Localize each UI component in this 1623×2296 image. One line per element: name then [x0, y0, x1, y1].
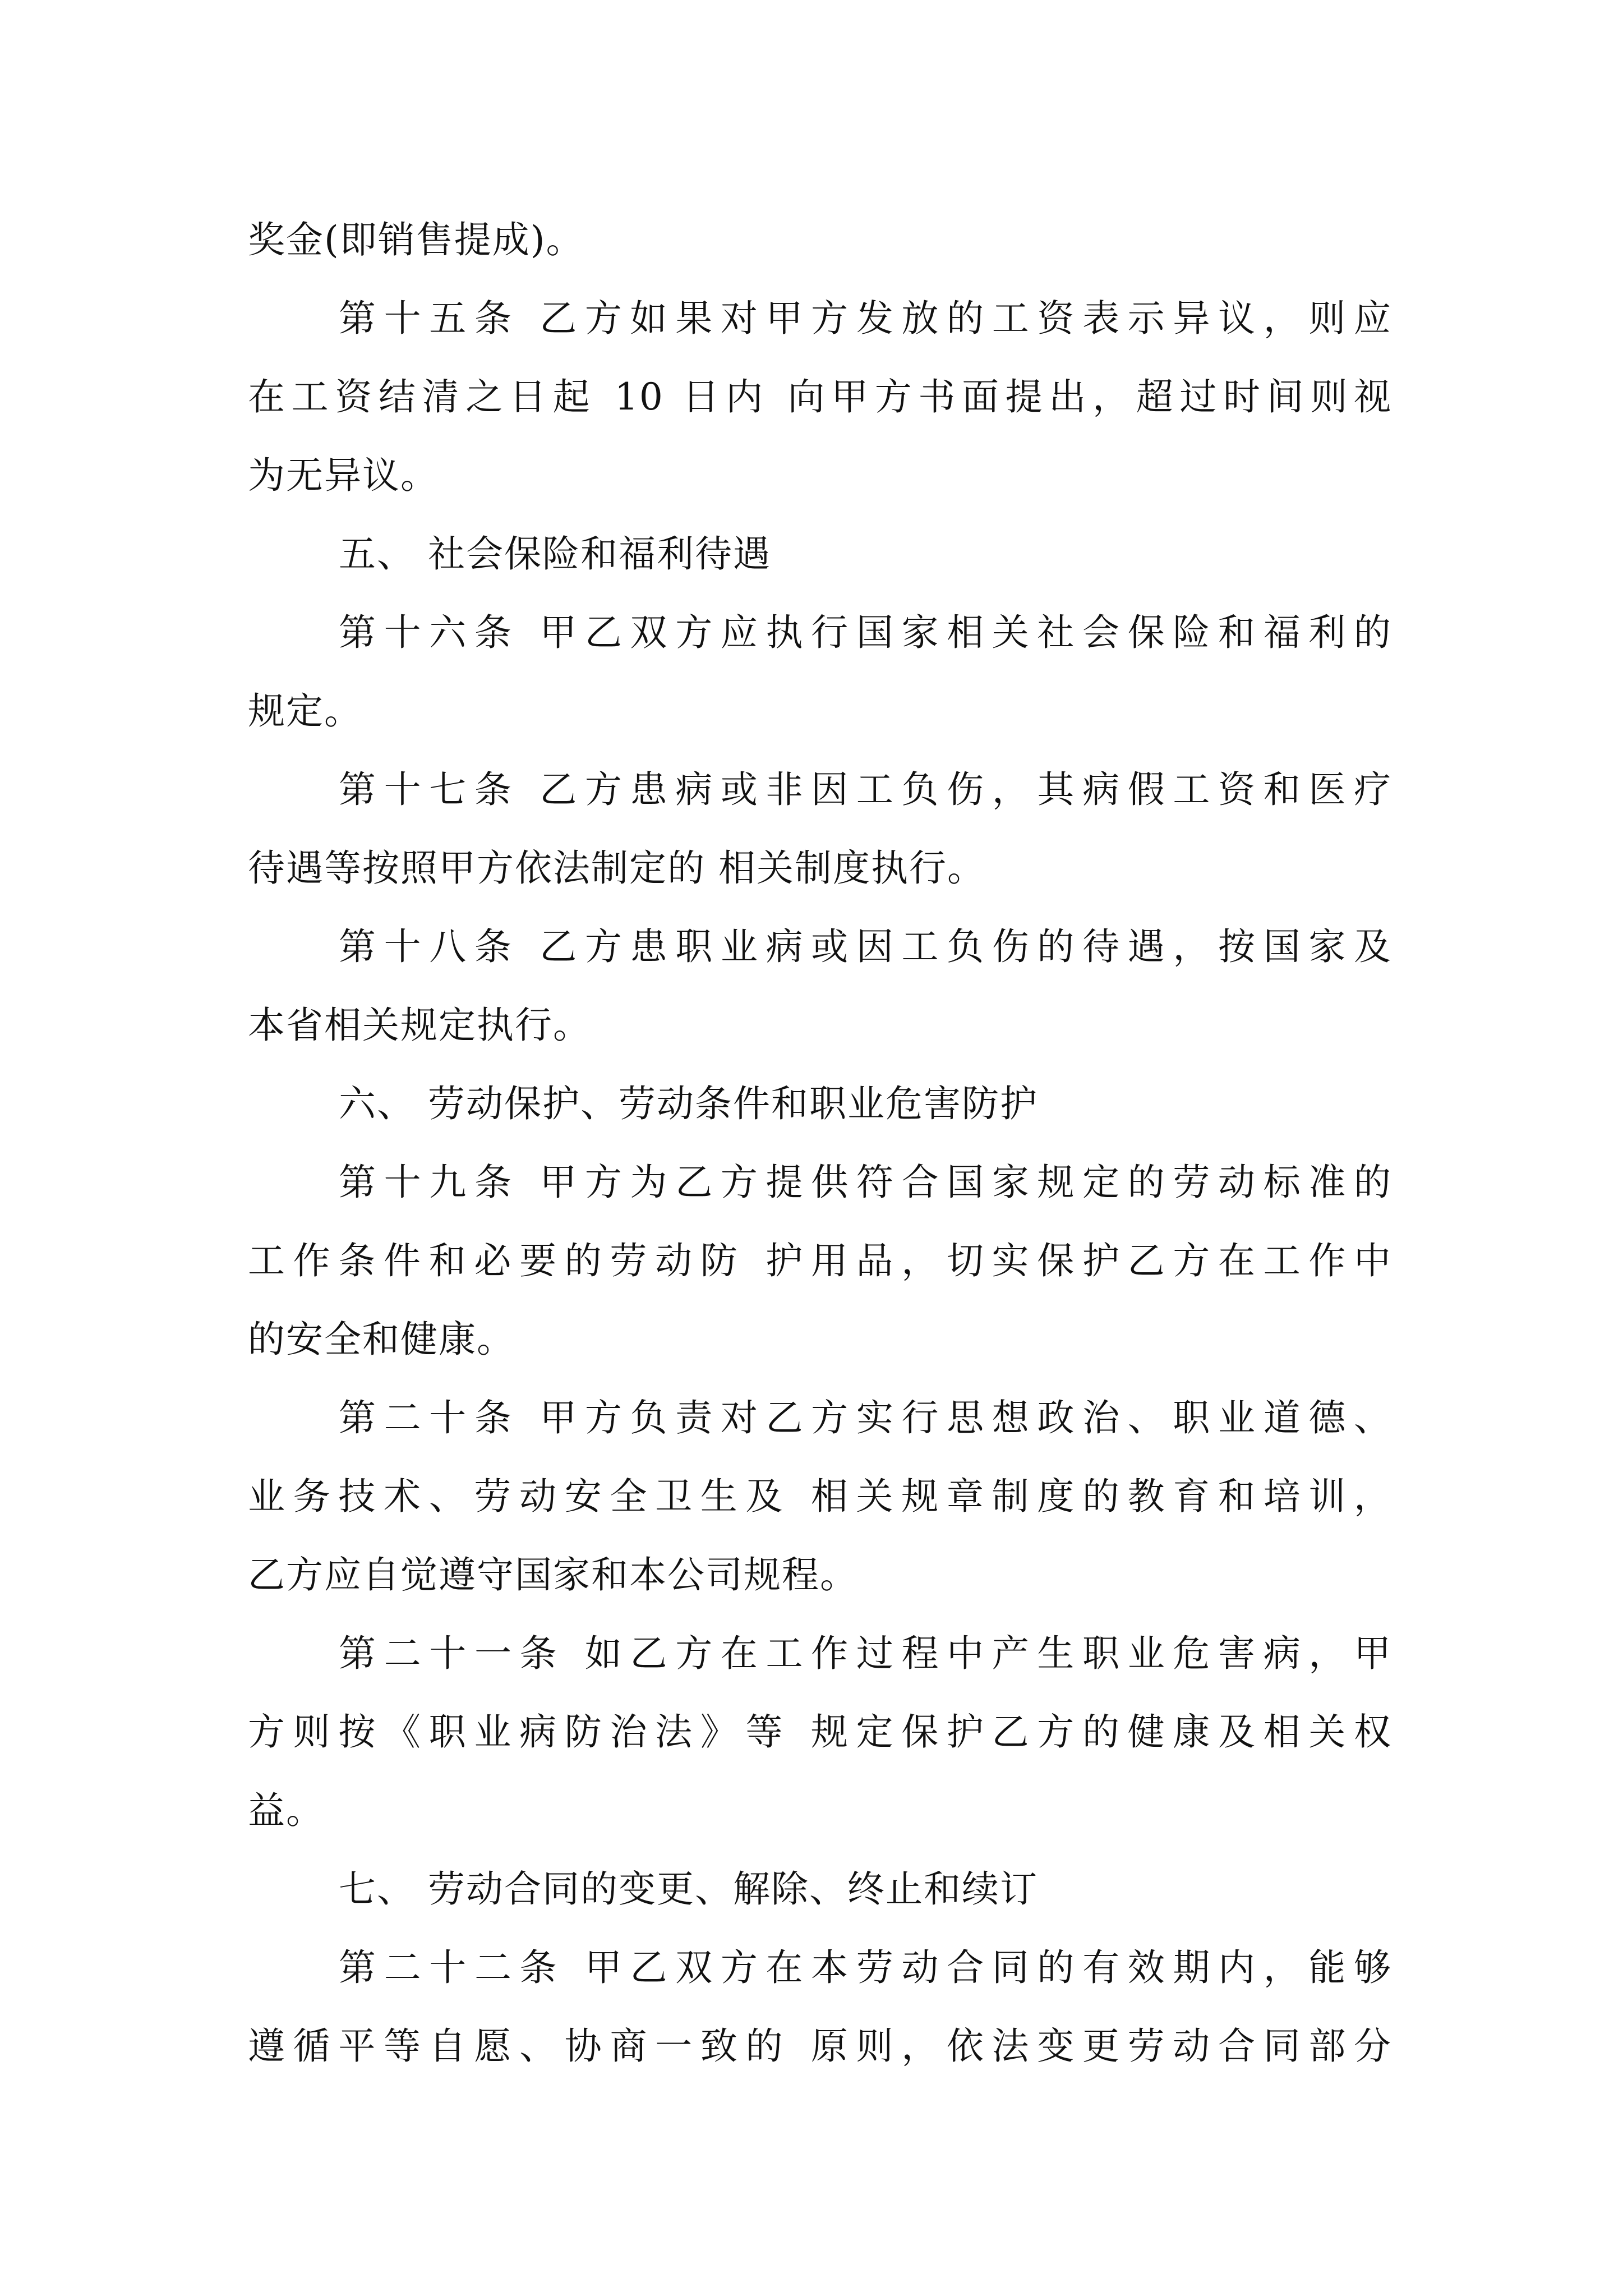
article-21-heading-line: 第二十一条 如乙方在工作过程中产生职业危害病，甲	[339, 1632, 1392, 1675]
text-line: 待遇等按照甲方依法制定的 相关制度执行。	[248, 846, 985, 890]
text-line: 遵循平等自愿、协商一致的 原则，依法变更劳动合同部分	[248, 2024, 1392, 2068]
text-line: 在工资结清之日起 10 日内 向甲方书面提出，超过时间则视	[248, 375, 1392, 418]
section-heading-seven: 七、 劳动合同的变更、解除、终止和续订	[339, 1867, 1038, 1911]
section-heading-six: 六、 劳动保护、劳动条件和职业危害防护	[339, 1082, 1038, 1125]
section-heading-five: 五、 社会保险和福利待遇	[339, 532, 771, 576]
article-17-heading-line: 第十七条 乙方患病或非因工负伤，其病假工资和医疗	[339, 768, 1392, 811]
article-16-heading-line: 第十六条 甲乙双方应执行国家相关社会保险和福利的	[339, 611, 1392, 654]
text-line: 为无异议。	[248, 454, 439, 497]
text-line: 本省相关规定执行。	[248, 1004, 591, 1047]
text-line: 乙方应自觉遵守国家和本公司规程。	[248, 1553, 858, 1596]
text-line: 奖金(即销售提成)。	[248, 218, 584, 261]
article-15-heading-line: 第十五条 乙方如果对甲方发放的工资表示异议，则应	[339, 297, 1392, 340]
text-line: 的安全和健康。	[248, 1318, 515, 1361]
article-20-heading-line: 第二十条 甲方负责对乙方实行思想政治、职业道德、	[339, 1396, 1392, 1439]
text-line: 工作条件和必要的劳动防 护用品，切实保护乙方在工作中	[248, 1239, 1392, 1282]
article-18-heading-line: 第十八条 乙方患职业病或因工负伤的待遇，按国家及	[339, 925, 1392, 968]
article-22-heading-line: 第二十二条 甲乙双方在本劳动合同的有效期内，能够	[339, 1946, 1392, 1989]
text-line: 业务技术、劳动安全卫生及 相关规章制度的教育和培训，	[248, 1475, 1392, 1518]
text-line: 益。	[248, 1789, 324, 1832]
article-19-heading-line: 第十九条 甲方为乙方提供符合国家规定的劳动标准的	[339, 1161, 1392, 1204]
text-line: 方则按《职业病防治法》等 规定保护乙方的健康及相关权	[248, 1710, 1392, 1754]
text-line: 规定。	[248, 689, 362, 733]
